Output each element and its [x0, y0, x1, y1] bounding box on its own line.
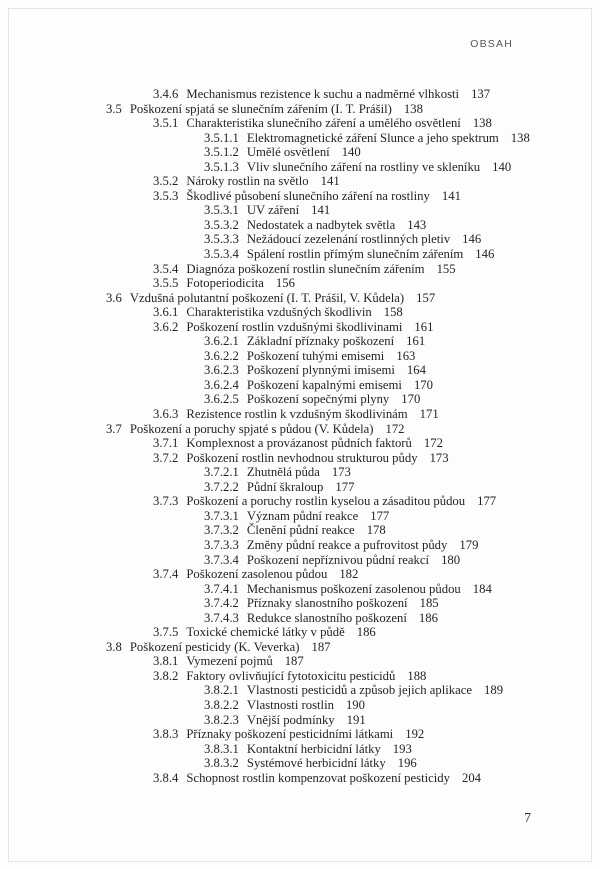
toc-entry-page: 161 — [406, 334, 426, 349]
toc-entry-title: Poškození a poruchy spjaté s půdou (V. Kůdela) — [129, 421, 374, 436]
toc-entry-title: Poškození tuhými emisemi — [246, 348, 385, 363]
toc-entry-page: 141 — [441, 188, 461, 203]
toc-entry-title: Půdní škraloup — [246, 479, 324, 494]
toc-entry-page: 186 — [356, 625, 376, 640]
toc-entry-page: 173 — [429, 450, 449, 465]
toc-entry — [0, 727, 600, 742]
toc-entry-number: 3.6.2.2 — [204, 348, 239, 363]
toc-entry-page: 172 — [385, 421, 405, 436]
toc-entry — [0, 363, 600, 378]
toc-entry — [0, 392, 600, 407]
toc-entry-number: 3.7.4 — [153, 567, 179, 582]
toc-entry-title: Poškození a poruchy rostlin kyselou a zásaditou půdou — [186, 494, 466, 509]
toc-entry — [0, 654, 600, 669]
toc-entry-page: 173 — [331, 465, 351, 480]
toc-entry-page: 187 — [284, 654, 304, 669]
toc-entry-number: 3.7.4.3 — [204, 610, 239, 625]
toc-entry — [0, 451, 600, 466]
toc-entry — [0, 611, 600, 626]
toc-entry-number: 3.5.1.2 — [204, 145, 239, 160]
toc-entry-title: Vlastnosti pesticidů a způsob jejich aplikace — [246, 683, 473, 698]
toc-entry-title: Změny půdní reakce a pufrovitost půdy — [246, 537, 448, 552]
toc-entry-title: Vzdušná polutantní poškození (I. T. Prášil, V. Kůdela) — [129, 290, 405, 305]
toc-entry-number: 3.7.4.2 — [204, 596, 239, 611]
toc-entry-title: Zhutnělá půda — [246, 465, 320, 480]
toc-entry — [0, 305, 600, 320]
toc-entry-number: 3.5.4 — [153, 261, 179, 276]
toc-entry-title: Charakteristika vzdušných škodlivin — [186, 305, 372, 320]
toc-entry-page: 138 — [403, 101, 423, 116]
toc-entry-page: 146 — [462, 232, 482, 247]
toc-entry-title: Fotoperiodicita — [186, 276, 264, 291]
toc-entry-title: Vymezení pojmů — [186, 654, 273, 669]
toc-entry-number: 3.5.2 — [153, 174, 179, 189]
toc-entry-title: Schopnost rostlin kompenzovat poškození pesticidy — [186, 770, 450, 785]
toc-entry-number: 3.7.1 — [153, 436, 179, 451]
toc-entry-page: 170 — [413, 377, 433, 392]
toc-entry-number: 3.5.1 — [153, 116, 179, 131]
toc-entry-number: 3.5.3.4 — [204, 247, 239, 262]
running-header: OBSAH — [470, 38, 513, 50]
toc-entry-page: 156 — [275, 276, 295, 291]
toc-entry — [0, 625, 600, 640]
toc-entry — [0, 189, 600, 204]
toc-entry-page: 193 — [392, 741, 412, 756]
toc-entry-number: 3.8 — [106, 639, 122, 654]
toc-entry-number: 3.8.2.2 — [204, 697, 239, 712]
toc-entry — [0, 567, 600, 582]
toc-entry-number: 3.7.2.1 — [204, 465, 239, 480]
toc-entry-title: Umělé osvětlení — [246, 145, 330, 160]
toc-entry-title: Příznaky poškození pesticidními látkami — [186, 727, 394, 742]
toc-entry-page: 204 — [461, 770, 481, 785]
toc-entry-page: 140 — [492, 159, 512, 174]
toc-entry-number: 3.4.6 — [153, 87, 179, 101]
toc-entry-number: 3.7.2.2 — [204, 479, 239, 494]
toc-entry-page: 155 — [436, 261, 456, 276]
page-number: 7 — [524, 810, 531, 825]
toc-entry-title: Členění půdní reakce — [246, 523, 355, 538]
toc-entry-title: Nároky rostlin na světlo — [186, 174, 309, 189]
toc-entry — [0, 742, 600, 757]
toc-entry-page: 161 — [414, 319, 434, 334]
toc-entry-number: 3.5.3.2 — [204, 217, 239, 232]
toc-entry-title: Kontaktní herbicidní látky — [246, 741, 381, 756]
toc-entry-number: 3.8.3.1 — [204, 741, 239, 756]
toc-entry-title: Vliv slunečního záření na rostliny ve skleníku — [246, 159, 481, 174]
toc-entry-number: 3.8.1 — [153, 654, 179, 669]
toc-entry-page: 146 — [475, 247, 495, 262]
toc-entry-number: 3.7.5 — [153, 625, 179, 640]
toc-entry-title: Redukce slanostního poškození — [246, 610, 407, 625]
toc-entry — [0, 422, 600, 437]
toc-entry — [0, 291, 600, 306]
toc-entry-number: 3.6.2.4 — [204, 377, 239, 392]
toc-entry — [0, 262, 600, 277]
toc-entry-page: 143 — [407, 217, 427, 232]
toc-entry-title: Základní příznaky poškození — [246, 334, 395, 349]
toc-entry-title: Vnější podmínky — [246, 712, 335, 727]
toc-entry-number: 3.8.2 — [153, 668, 179, 683]
toc-entry-title: Vlastnosti rostlin — [246, 697, 334, 712]
toc-entry — [0, 494, 600, 509]
toc-entry-number: 3.5.3.3 — [204, 232, 239, 247]
toc-entry — [0, 713, 600, 728]
toc-entry-title: Poškození spjatá se slunečním zářením (I. T. Prášil) — [129, 101, 392, 116]
toc-entry-number: 3.5.1.3 — [204, 159, 239, 174]
toc-entry-title: Mechanismus rezistence k suchu a nadměrné vlhkosti — [186, 87, 460, 101]
toc-entry — [0, 683, 600, 698]
toc-entry-number: 3.7.2 — [153, 450, 179, 465]
toc-entry-page: 172 — [423, 436, 443, 451]
toc-entry-title: Rezistence rostlin k vzdušným škodlivinám — [186, 407, 408, 422]
toc-entry — [0, 218, 600, 233]
toc-entry — [0, 523, 600, 538]
toc-entry — [0, 509, 600, 524]
toc-entry-page: 188 — [407, 668, 427, 683]
toc-entry-page: 157 — [416, 290, 436, 305]
toc-entry-page: 158 — [383, 305, 403, 320]
toc-entry-number: 3.6.2.1 — [204, 334, 239, 349]
toc-entry-number: 3.6 — [106, 290, 122, 305]
toc-entry-title: Systémové herbicidní látky — [246, 756, 386, 771]
toc-entry-title: Komplexnost a provázanost půdních faktorů — [186, 436, 412, 451]
toc-entry — [0, 87, 600, 102]
toc-entry-page: 177 — [370, 508, 390, 523]
toc-entry-page: 171 — [419, 407, 439, 422]
toc-entry-page: 196 — [397, 756, 417, 771]
toc-entry — [0, 378, 600, 393]
toc-entry — [0, 756, 600, 771]
toc-entry-title: Poškození pesticidy (K. Veverka) — [129, 639, 300, 654]
toc-entry — [0, 538, 600, 553]
toc-entry-title: Elektromagnetické záření Slunce a jeho spektrum — [246, 130, 499, 145]
toc-entry-title: Význam půdní reakce — [246, 508, 359, 523]
toc-entry — [0, 276, 600, 291]
toc-entry-page: 137 — [471, 87, 491, 101]
toc-entry-title: Poškození rostlin vzdušnými škodlivinami — [186, 319, 403, 334]
toc-entry-title: Nedostatek a nadbytek světla — [246, 217, 396, 232]
toc-entry-number: 3.5.3.1 — [204, 203, 239, 218]
toc-entry — [0, 116, 600, 131]
toc-entry-title: Toxické chemické látky v půdě — [186, 625, 345, 640]
toc-entry-number: 3.5.3 — [153, 188, 179, 203]
toc-entry — [0, 436, 600, 451]
toc-entry-title: Poškození kapalnými emisemi — [246, 377, 402, 392]
toc-entry-title: Charakteristika slunečního záření a umělého osvětlení — [186, 116, 461, 131]
toc-entry-title: Poškození zasolenou půdou — [186, 567, 328, 582]
toc-entry-page: 185 — [419, 596, 439, 611]
toc-entry-number: 3.7.3 — [153, 494, 179, 509]
toc-entry — [0, 160, 600, 175]
toc-entry-page: 184 — [472, 581, 492, 596]
toc-entry-title: Škodlivé působení slunečního záření na rostliny — [186, 188, 430, 203]
toc-entry — [0, 174, 600, 189]
toc-entry-page: 138 — [510, 130, 530, 145]
toc-entry-title: Spálení rostlin přímým slunečním zářením — [246, 247, 464, 262]
toc-entry — [0, 247, 600, 262]
toc-entry-page: 182 — [339, 567, 359, 582]
toc-entry-number: 3.7.3.1 — [204, 508, 239, 523]
toc-entry-page: 180 — [441, 552, 461, 567]
toc-entry — [0, 480, 600, 495]
toc-entry-number: 3.7.4.1 — [204, 581, 239, 596]
toc-entry — [0, 669, 600, 684]
toc-entry-number: 3.6.2 — [153, 319, 179, 334]
toc-entry-page: 163 — [396, 348, 416, 363]
toc-entry-number: 3.7 — [106, 421, 122, 436]
toc-entry-title: Poškození plynnými imisemi — [246, 363, 395, 378]
toc-entry — [0, 203, 600, 218]
toc-entry-number: 3.5.1.1 — [204, 130, 239, 145]
toc-entry-page: 190 — [345, 697, 365, 712]
toc-entry-number: 3.5.5 — [153, 276, 179, 291]
toc-entry-title: Příznaky slanostního poškození — [246, 596, 408, 611]
toc-entry-number: 3.8.4 — [153, 770, 179, 785]
toc-entry-page: 189 — [484, 683, 504, 698]
toc-entry — [0, 232, 600, 247]
toc-entry-number: 3.8.2.3 — [204, 712, 239, 727]
toc-entry-page: 164 — [406, 363, 426, 378]
toc-entry-number: 3.7.3.2 — [204, 523, 239, 538]
toc-entry — [0, 320, 600, 335]
toc-entry — [0, 771, 600, 786]
toc-entry — [0, 698, 600, 713]
toc-entry-page: 140 — [341, 145, 361, 160]
toc-entry-number: 3.8.2.1 — [204, 683, 239, 698]
toc-entry-title: Poškození sopečnými plyny — [246, 392, 390, 407]
table-of-contents — [0, 87, 600, 785]
toc-entry-number: 3.7.3.3 — [204, 537, 239, 552]
toc-entry — [0, 349, 600, 364]
toc-entry — [0, 553, 600, 568]
toc-entry-title: UV záření — [246, 203, 300, 218]
toc-entry — [0, 145, 600, 160]
toc-entry — [0, 407, 600, 422]
toc-entry-page: 192 — [405, 727, 425, 742]
toc-entry-page: 141 — [320, 174, 340, 189]
toc-entry-page: 186 — [418, 610, 438, 625]
toc-entry-title: Poškození rostlin nevhodnou strukturou půdy — [186, 450, 418, 465]
toc-entry — [0, 596, 600, 611]
toc-entry-page: 187 — [311, 639, 331, 654]
toc-entry-title: Faktory ovlivňující fytotoxicitu pesticidů — [186, 668, 396, 683]
toc-entry-number: 3.6.2.3 — [204, 363, 239, 378]
toc-entry — [0, 640, 600, 655]
toc-entry-page: 177 — [335, 479, 355, 494]
toc-entry-title: Nežádoucí zezelenání rostlinných pletiv — [246, 232, 451, 247]
toc-entry-title: Poškození nepříznivou půdní reakcí — [246, 552, 430, 567]
toc-entry-page: 138 — [472, 116, 492, 131]
toc-entry — [0, 334, 600, 349]
toc-entry-number: 3.6.1 — [153, 305, 179, 320]
toc-entry-number: 3.7.3.4 — [204, 552, 239, 567]
toc-entry-page: 177 — [477, 494, 497, 509]
toc-entry-page: 178 — [366, 523, 386, 538]
toc-entry-number: 3.6.2.5 — [204, 392, 239, 407]
toc-entry — [0, 102, 600, 117]
toc-entry-title: Mechanismus poškození zasolenou půdou — [246, 581, 461, 596]
toc-entry-page: 170 — [401, 392, 421, 407]
toc-entry — [0, 131, 600, 146]
toc-entry — [0, 582, 600, 597]
toc-entry — [0, 465, 600, 480]
toc-entry-number: 3.8.3.2 — [204, 756, 239, 771]
toc-entry-title: Diagnóza poškození rostlin slunečním zářením — [186, 261, 425, 276]
toc-entry-number: 3.8.3 — [153, 727, 179, 742]
toc-entry-number: 3.5 — [106, 101, 122, 116]
toc-entry-page: 179 — [459, 537, 479, 552]
toc-entry-page: 141 — [311, 203, 331, 218]
toc-entry-number: 3.6.3 — [153, 407, 179, 422]
toc-entry-page: 191 — [346, 712, 366, 727]
